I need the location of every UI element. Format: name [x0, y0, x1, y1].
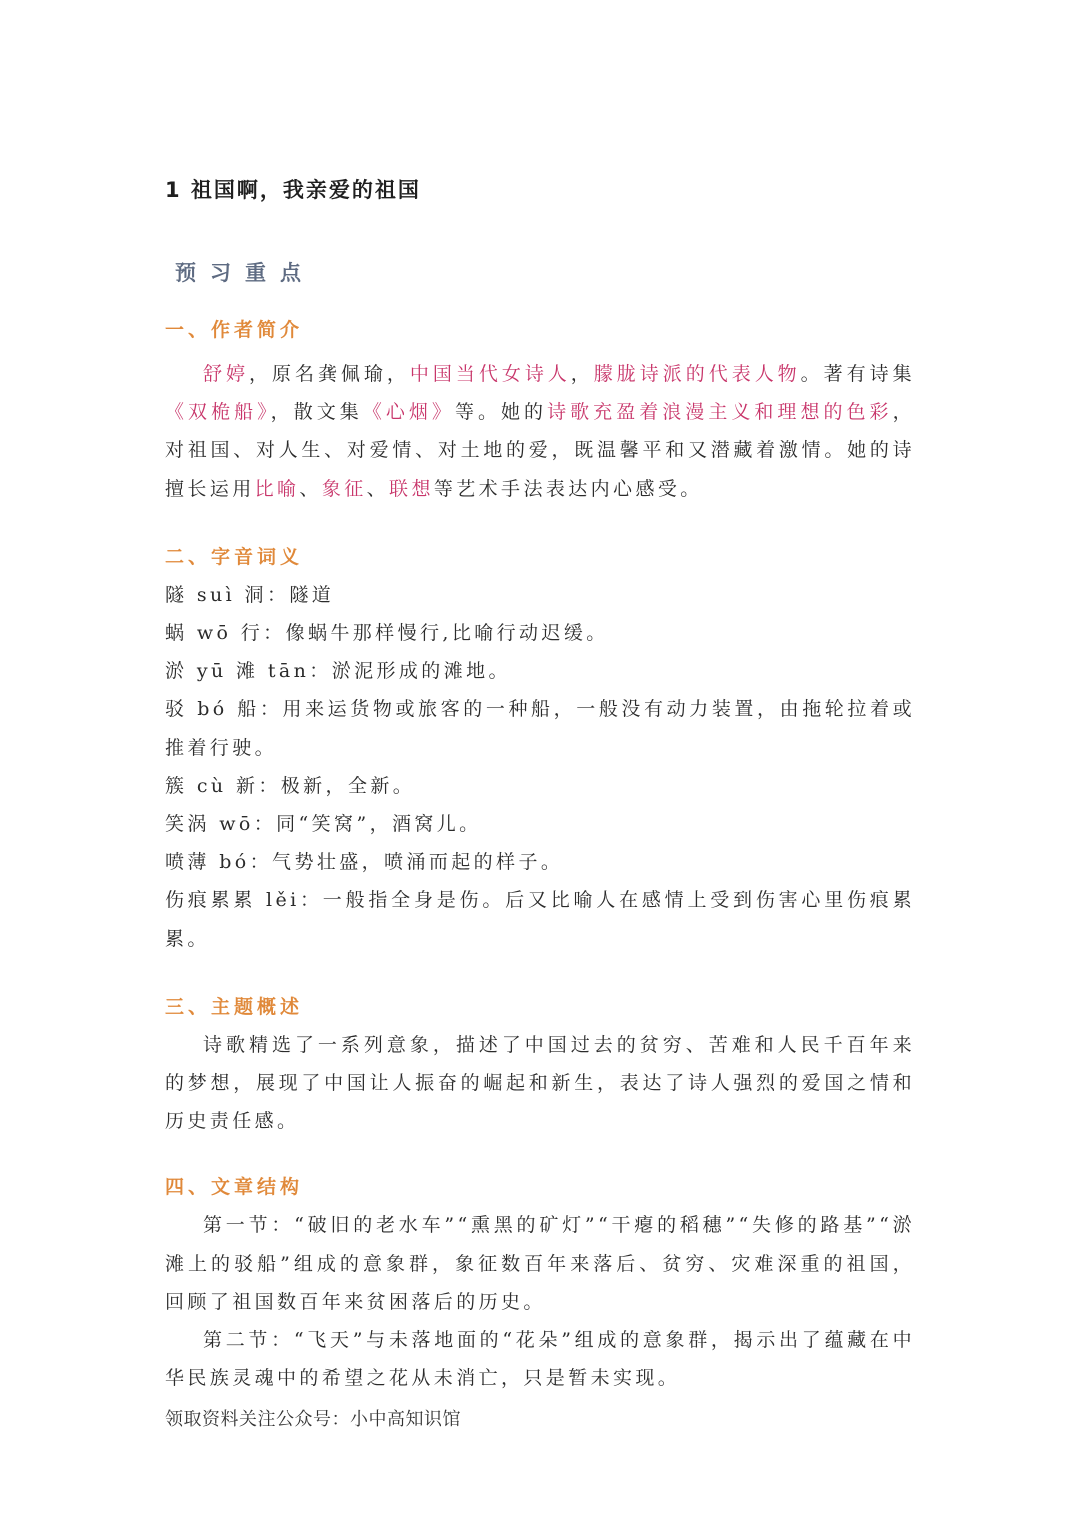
section-heading-structure: 四、文章结构 [165, 1176, 304, 1199]
author-paragraph: 舒婷，原名龚佩瑜，中国当代女诗人，朦胧诗派的代表人物。著有诗集《双桅船》，散文集《心烟》等。她的诗歌充盈着浪漫主义和理想的色彩，对祖国、对人生、对爱情、对土地的爱，既温馨平和又潜藏着激情。她的诗擅长运用比喻、象征、联想等艺术手法表达内心感受。 [165, 363, 916, 500]
vocab-item: 笑涡 wō：同“笑窝”，酒窝儿。 [165, 813, 482, 836]
vocab-item: 隧 suì 洞：隧道 [165, 583, 335, 606]
preview-heading: 预习重点 [175, 261, 315, 285]
section-heading-author: 一、作者简介 [165, 319, 304, 341]
section-structure [165, 1168, 915, 1397]
section-heading-theme: 三、主题概述 [165, 995, 304, 1018]
vocab-item: 喷薄 bó：气势壮盛，喷涌而起的样子。 [165, 851, 564, 874]
footer-note: 领取资料关注公众号：小中高知识馆 [165, 1409, 461, 1431]
vocab-item: 淤 yū 滩 tān：淤泥形成的滩地。 [165, 660, 511, 683]
lesson-title: 1 祖国啊，我亲爱的祖国 [165, 178, 421, 202]
document-content [165, 170, 915, 1439]
structure-paragraph: 第一节：“破旧的老水车”“熏黑的矿灯”“干瘪的稻穗”“失修的路基”“淤滩上的驳船”组成的意象群，象征数百年来落后、贫穷、灾难深重的祖国，回顾了祖国数百年来贫困落后的历史。 [165, 1214, 915, 1313]
section-heading-vocabulary: 二、字音词义 [165, 545, 304, 568]
vocab-item: 伤痕累累 lěi：一般指全身是伤。后又比喻人在感情上受到伤害心里伤痕累累。 [165, 889, 915, 950]
theme-paragraph: 诗歌精选了一系列意象，描述了中国过去的贫穷、苦难和人民千百年来的梦想，展现了中国让人振奋的崛起和新生，表达了诗人强烈的爱国之情和历史责任感。 [165, 1033, 915, 1133]
author-name: 舒婷 [203, 363, 249, 385]
vocab-item: 蜗 wō 行：像蜗牛那样慢行,比喻行动迟缓。 [165, 622, 609, 645]
structure-paragraph: 第二节：“飞天”与未落地面的“花朵”组成的意象群，揭示出了蕴藏在中华民族灵魂中的希望之花从未消亡，只是暂未实现。 [165, 1329, 915, 1390]
vocab-item: 簇 cù 新：极新，全新。 [165, 774, 416, 797]
section-vocabulary [165, 538, 915, 958]
section-theme [165, 988, 915, 1141]
vocab-item: 驳 bó 船：用来运货物或旅客的一种船，一般没有动力装置，由拖轮拉着或推着行驶。 [165, 698, 915, 759]
section-author [165, 311, 915, 508]
